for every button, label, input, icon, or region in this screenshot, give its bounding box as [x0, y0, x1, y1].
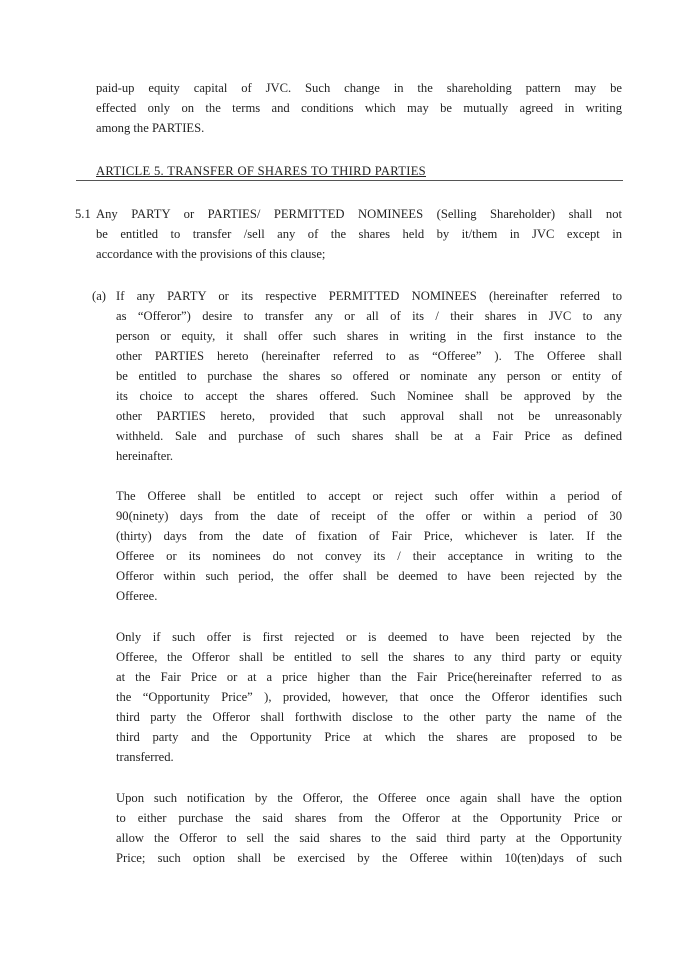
- text-line: person or equity, it shall offer such shares in writing in the first instance to the: [116, 329, 622, 343]
- text-line: allow the Offeror to sell the said shares to the said third party at the Opportunity: [116, 831, 622, 845]
- text-line: transferred.: [116, 750, 174, 764]
- text-line: as “Offeror”) desire to transfer any or all of its / their shares in JVC to any: [116, 309, 622, 323]
- text-line: to either purchase the said shares from the Offeror at the Opportunity Price or: [116, 811, 622, 825]
- paragraph-acceptance-period: [116, 486, 622, 606]
- text-line: be entitled to transfer /sell any of the shares held by it/them in JVC except in: [96, 227, 622, 241]
- clause-5-1-a: [92, 286, 622, 466]
- text-line: Offeree or its nominees do not convey its / their acceptance in writing to the: [116, 549, 622, 563]
- text-line: Only if such offer is first rejected or is deemed to have been rejected by the: [116, 630, 622, 644]
- text-line: be entitled to purchase the shares so offered or nominate any person or entity of: [116, 369, 622, 383]
- paragraph-notification-option: [116, 788, 622, 868]
- text-line: Offeror within such period, the offer shall be deemed to have been rejected by the: [116, 569, 622, 583]
- text-line: The Offeree shall be entitled to accept or reject such offer within a period of: [116, 489, 622, 503]
- text-line: Upon such notification by the Offeror, the Offeree once again shall have the option: [116, 791, 622, 805]
- paragraph-shareholding-change: [96, 78, 622, 138]
- text-line: the “Opportunity Price” ), provided, however, that once the Offeror identifies such: [116, 690, 622, 704]
- text-line: other PARTIES hereto, provided that such approval shall not be unreasonably: [116, 409, 622, 423]
- subclause-label: (a): [92, 289, 106, 303]
- text-line: at the Fair Price or at a price higher than the Fair Price(hereinafter referred to as: [116, 670, 622, 684]
- text-line: 90(ninety) days from the date of receipt of the offer or within a period of 30: [116, 509, 622, 523]
- heading-rule: [76, 180, 623, 181]
- text-line: Any PARTY or PARTIES/ PERMITTED NOMINEES (Selling Shareholder) shall not: [96, 207, 622, 221]
- text-line: Price; such option shall be exercised by the Offeree within 10(ten)days of such: [116, 851, 622, 865]
- text-line: Offeree, the Offeror shall be entitled to sell the shares to any third party or equity: [116, 650, 622, 664]
- text-line: other PARTIES hereto (hereinafter referred to as “Offeree” ). The Offeree shall: [116, 349, 622, 363]
- text-line: paid-up equity capital of JVC. Such change in the shareholding pattern may be: [96, 81, 622, 95]
- text-line: its choice to accept the shares offered. Such Nominee shall be approved by the: [116, 389, 622, 403]
- text-line: (thirty) days from the date of fixation of Fair Price, whichever is later. If the: [116, 529, 622, 543]
- clause-5-1: [75, 204, 622, 264]
- text-line: among the PARTIES.: [96, 121, 205, 135]
- text-line: third party the Offeror shall forthwith disclose to the other party the name of the: [116, 710, 622, 724]
- text-line: If any PARTY or its respective PERMITTED NOMINEES (hereinafter referred to: [116, 289, 622, 303]
- text-line: accordance with the provisions of this clause;: [96, 247, 326, 261]
- text-line: third party and the Opportunity Price at which the shares are proposed to be: [116, 730, 622, 744]
- text-line: Offeree.: [116, 589, 158, 603]
- paragraph-third-party-sale: [116, 627, 622, 767]
- text-line: hereinafter.: [116, 449, 173, 463]
- text-line: effected only on the terms and conditions which may be mutually agreed in writing: [96, 101, 622, 115]
- text-line: withheld. Sale and purchase of such shares shall be at a Fair Price as defined: [116, 429, 622, 443]
- clause-number: 5.1: [75, 207, 91, 221]
- article-5-heading: ARTICLE 5. TRANSFER OF SHARES TO THIRD PARTIES: [96, 164, 426, 178]
